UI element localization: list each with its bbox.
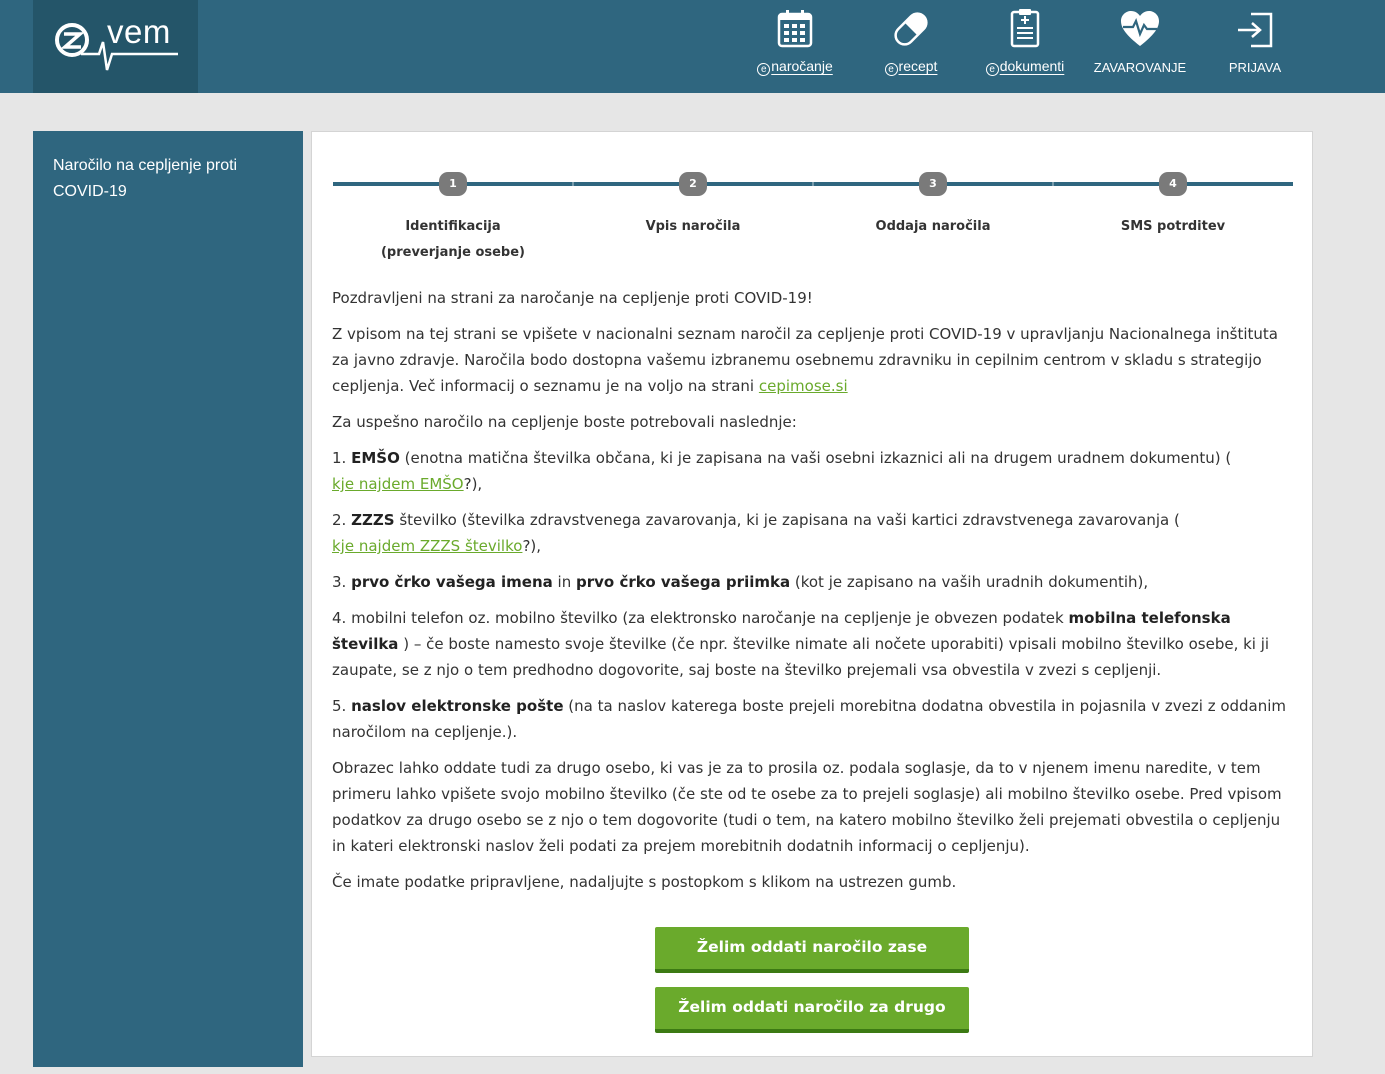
order-for-self-button[interactable]: Želim oddati naročilo zase: [655, 927, 969, 973]
requirements-intro: Za uspešno naročilo na cepljenje boste potrebovali naslednje:: [332, 413, 797, 431]
top-navigation-bar: [0, 0, 1385, 93]
other-person-paragraph: Obrazec lahko oddate tudi za drugo osebo, ki vas je za to prosila oz. podala soglasje, da to v njenem imenu naredite, v tem primeru lahko vpišete svojo mobilno številko (če ste od te osebe za to prejeli soglasje) ali mobilno številko osebe. Pred vpisom podatkov za drugo osebo se z njo o tem dogovorite (tudi o tem, na katero mobilno številko želi prejemati obvestila o cepljenju in kateri elektronski naslov želi podati za prejem morebitnih dodatnih informacij o cepljenju).: [332, 759, 1282, 855]
requirement-item-1: 1. EMŠO (enotna matična številka občana, ki je zapisana na vaši osebni izkaznici ali na drugem uradnem dokumentu) ( kje najdem EMŠO?),: [332, 449, 1232, 493]
login-icon: [1235, 8, 1275, 50]
sidebar-title: Naročilo na cepljenje proti COVID-19: [53, 157, 238, 200]
e-prefix-icon: e: [757, 63, 770, 76]
welcome-text: Pozdravljeni na strani za naročanje na cepljenje proti COVID-19!: [332, 289, 813, 307]
heart-pulse-icon: [1120, 8, 1160, 50]
nav-e-narocanje[interactable]: [745, 0, 845, 93]
order-for-other-button[interactable]: Želim oddati naročilo za drugo osebo: [655, 987, 969, 1033]
logo-text: vem: [107, 13, 171, 50]
requirement-item-3: 3. prvo črko vašega imena in prvo črko vašega priimka (kot je zapisano na vaših uradnih dokumentih),: [332, 573, 1149, 591]
step-3: [813, 172, 1053, 240]
sidebar: [33, 131, 303, 1067]
nav-e-dokumenti[interactable]: [973, 0, 1077, 93]
step-number-badge: 2: [679, 172, 707, 196]
find-zzzs-link[interactable]: kje najdem ZZZS številko: [332, 537, 523, 555]
step-label: Identifikacija (preverjanje osebe): [380, 219, 525, 260]
zzzs-label: ZZZS: [351, 511, 395, 529]
find-emso-link[interactable]: kje najdem EMŠO: [332, 475, 464, 493]
step-1: [333, 172, 573, 266]
requirement-item-5: 5. naslov elektronske pošte (na ta naslov katerega boste prejeli morebitna dodatna obvestila in pojasnila v zvezi z oddanim naročilom na cepljenje.).: [332, 697, 1287, 741]
e-prefix-icon: e: [885, 63, 898, 76]
intro-content: [332, 285, 1292, 905]
step-2: [573, 172, 813, 240]
progress-stepper: [333, 172, 1293, 262]
step-label: Vpis naročila: [645, 219, 741, 234]
calendar-icon: [775, 8, 815, 50]
emso-label: EMŠO: [351, 449, 400, 467]
continue-text: Če imate podatke pripravljene, nadaljujte s postopkom s klikom na ustrezen gumb.: [332, 873, 957, 891]
nav-label-narocanje: naročanje: [771, 58, 833, 74]
requirement-item-4: 4. mobilni telefon oz. mobilno številko (za elektronsko naročanje na cepljenje je obvezen podatek mobilna telefonska številka ) – če boste namesto svoje številke (če npr. številke nimate ali nočete uporabiti) vpisali mobilno številko osebe, ki ji zaupate, se z njo o tem predhodno dogovorite, saj boste na številko prejemali vsa obvestila v zvezi s cepljenji.: [332, 609, 1270, 679]
step-number-badge: 3: [919, 172, 947, 196]
nav-label-dokumenti: dokumenti: [999, 58, 1065, 74]
step-4: [1053, 172, 1293, 240]
step-label: SMS potrditev: [1120, 219, 1226, 234]
step-number-badge: 4: [1159, 172, 1187, 196]
nav-label-prijava: PRIJAVA: [1228, 60, 1282, 75]
cepimose-link[interactable]: cepimose.si: [758, 377, 848, 395]
e-prefix-icon: e: [986, 63, 999, 76]
nav-e-recept[interactable]: [868, 0, 954, 93]
nav-label-recept: recept: [898, 58, 938, 74]
intro-paragraph: [332, 321, 1292, 399]
zvem-logo[interactable]: [33, 0, 198, 93]
nav-zavarovanje[interactable]: [1090, 0, 1190, 93]
step-label: Oddaja naročila: [875, 219, 991, 234]
document-icon: [1005, 8, 1045, 50]
step-number-badge: 1: [439, 172, 467, 196]
nav-prijava[interactable]: [1215, 0, 1295, 93]
main-panel: [311, 131, 1313, 1057]
nav-label-zavarovanje: ZAVAROVANJE: [1093, 60, 1187, 75]
pill-icon: [891, 8, 931, 50]
requirement-item-2: 2. ZZZS številko (številka zdravstvenega zavarovanja, ki je zapisana na vaši kartici zdravstvenega zavarovanja ( kje najdem ZZZS številko?),: [332, 511, 1180, 555]
intro-text: Z vpisom na tej strani se vpišete v nacionalni seznam naročil za cepljenje proti COVID-19 v upravljanju Nacionalnega inštituta za javno zdravje. Naročila bodo dostopna vašemu izbranemu osebnemu zdravniku in cepilnim centrom v skladu s strategijo cepljenja. Več informacij o seznamu je na voljo na strani: [332, 325, 1279, 395]
